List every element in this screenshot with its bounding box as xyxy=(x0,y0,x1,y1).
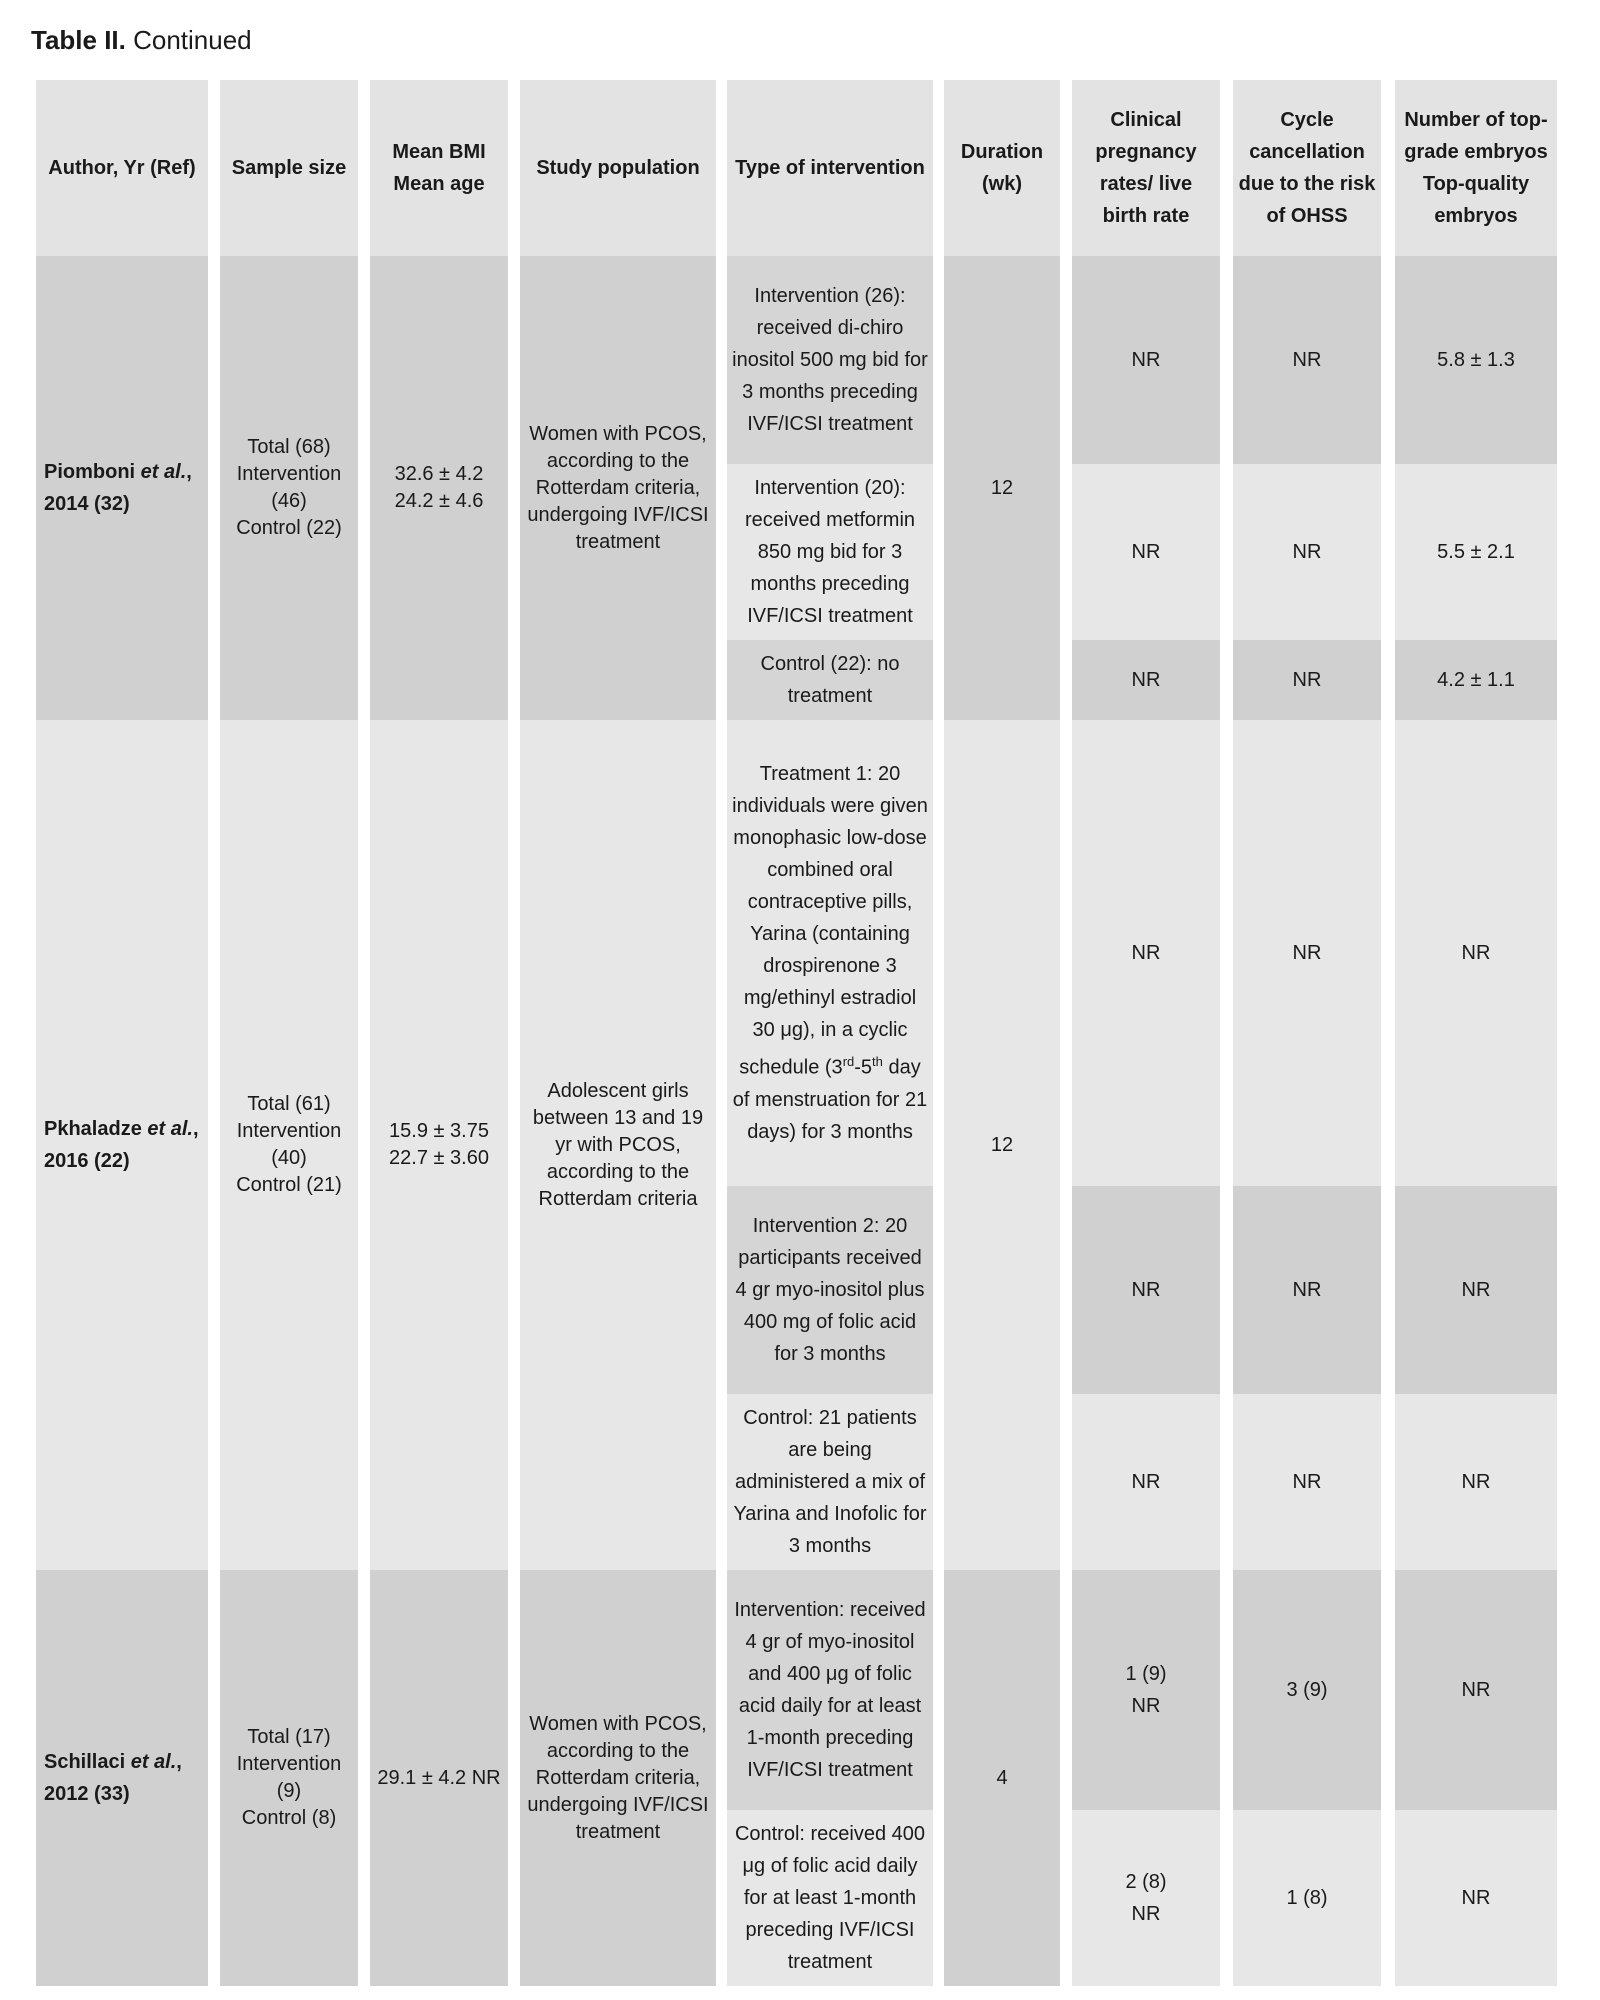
cancellation-cell: NR xyxy=(1233,720,1381,1186)
intervention-cell: Intervention (26): received di-chiro inositol 500 mg bid for 3 months preceding IVF/ICSI treatment xyxy=(727,256,933,464)
embryos-cell: 5.5 ± 2.1 xyxy=(1395,464,1557,640)
duration-cell: 4 xyxy=(944,1570,1060,1986)
header-author: Author, Yr (Ref) xyxy=(36,80,208,256)
cancellation-cell: 1 (8) xyxy=(1233,1810,1381,1986)
population-cell: Adolescent girls between 13 and 19 yr with PCOS, according to the Rotterdam criteria xyxy=(520,720,716,1570)
header-embryos: Number of top-grade embryos Top-quality embryos xyxy=(1395,80,1557,256)
header-pregnancy: Clinical pregnancy rates/ live birth rate xyxy=(1072,80,1220,256)
header-population: Study population xyxy=(520,80,716,256)
pregnancy-cell: 1 (9) NR xyxy=(1072,1570,1220,1810)
embryos-cell: NR xyxy=(1395,1810,1557,1986)
header-bmi-age: Mean BMI Mean age xyxy=(370,80,508,256)
population-cell: Women with PCOS, according to the Rotterdam criteria, undergoing IVF/ICSI treatment xyxy=(520,1570,716,1986)
header-intervention: Type of intervention xyxy=(727,80,933,256)
table-label: Table II. xyxy=(31,25,126,55)
embryos-cell: 4.2 ± 1.1 xyxy=(1395,640,1557,720)
population-cell: Women with PCOS, according to the Rotterdam criteria, undergoing IVF/ICSI treatment xyxy=(520,256,716,720)
pregnancy-cell: NR xyxy=(1072,720,1220,1186)
cancellation-cell: NR xyxy=(1233,464,1381,640)
embryos-cell: NR xyxy=(1395,1394,1557,1570)
header-sample-size: Sample size xyxy=(220,80,358,256)
embryos-cell: 5.8 ± 1.3 xyxy=(1395,256,1557,464)
intervention-cell: Intervention 2: 20 participants received 4 gr myo-inositol plus 400 mg of folic acid for 3 months xyxy=(727,1186,933,1394)
intervention-cell: Control: 21 patients are being administered a mix of Yarina and Inofolic for 3 months xyxy=(727,1394,933,1570)
embryos-cell: NR xyxy=(1395,720,1557,1186)
pregnancy-cell: NR xyxy=(1072,640,1220,720)
intervention-cell: Treatment 1: 20 individuals were given monophasic low-dose combined oral contraceptive pills, Yarina (containing drospirenone 3 mg/ethinyl estradiol 30 μg), in a cyclic schedule (3rd-5th day of menstruation for 21 days) for 3 months xyxy=(727,720,933,1186)
cancellation-cell: NR xyxy=(1233,640,1381,720)
embryos-cell: NR xyxy=(1395,1186,1557,1394)
cancellation-cell: NR xyxy=(1233,256,1381,464)
cancellation-cell: NR xyxy=(1233,1394,1381,1570)
pregnancy-cell: NR xyxy=(1072,1186,1220,1394)
author-cell: Pkhaladze et al., 2016 (22) xyxy=(36,720,208,1570)
author-cell: Schillaci et al., 2012 (33) xyxy=(36,1570,208,1986)
duration-cell: 12 xyxy=(944,256,1060,720)
cancellation-cell: 3 (9) xyxy=(1233,1570,1381,1810)
sample-size-cell: Total (61) Intervention (40) Control (21) xyxy=(220,720,358,1570)
bmi-age-cell: 32.6 ± 4.2 24.2 ± 4.6 xyxy=(370,256,508,720)
pregnancy-cell: NR xyxy=(1072,256,1220,464)
header-duration: Duration (wk) xyxy=(944,80,1060,256)
bmi-age-cell: 29.1 ± 4.2 NR xyxy=(370,1570,508,1986)
bmi-age-cell: 15.9 ± 3.75 22.7 ± 3.60 xyxy=(370,720,508,1570)
intervention-cell: Control (22): no treatment xyxy=(727,640,933,720)
sample-size-cell: Total (17) Intervention (9) Control (8) xyxy=(220,1570,358,1986)
pregnancy-cell: NR xyxy=(1072,1394,1220,1570)
intervention-cell: Intervention (20): received metformin 850 mg bid for 3 months preceding IVF/ICSI treatment xyxy=(727,464,933,640)
embryos-cell: NR xyxy=(1395,1570,1557,1810)
author-cell: Piomboni et al., 2014 (32) xyxy=(36,256,208,720)
sample-size-cell: Total (68) Intervention (46) Control (22) xyxy=(220,256,358,720)
pregnancy-cell: 2 (8) NR xyxy=(1072,1810,1220,1986)
pregnancy-cell: NR xyxy=(1072,464,1220,640)
intervention-cell: Intervention: received 4 gr of myo-inositol and 400 μg of folic acid daily for at least 1-month preceding IVF/ICSI treatment xyxy=(727,1570,933,1810)
duration-cell: 12 xyxy=(944,720,1060,1570)
header-cancellation: Cycle cancellation due to the risk of OHSS xyxy=(1233,80,1381,256)
table-title xyxy=(31,22,252,58)
cancellation-cell: NR xyxy=(1233,1186,1381,1394)
intervention-cell: Control: received 400 μg of folic acid daily for at least 1-month preceding IVF/ICSI treatment xyxy=(727,1810,933,1986)
table-caption: Continued xyxy=(133,25,252,55)
